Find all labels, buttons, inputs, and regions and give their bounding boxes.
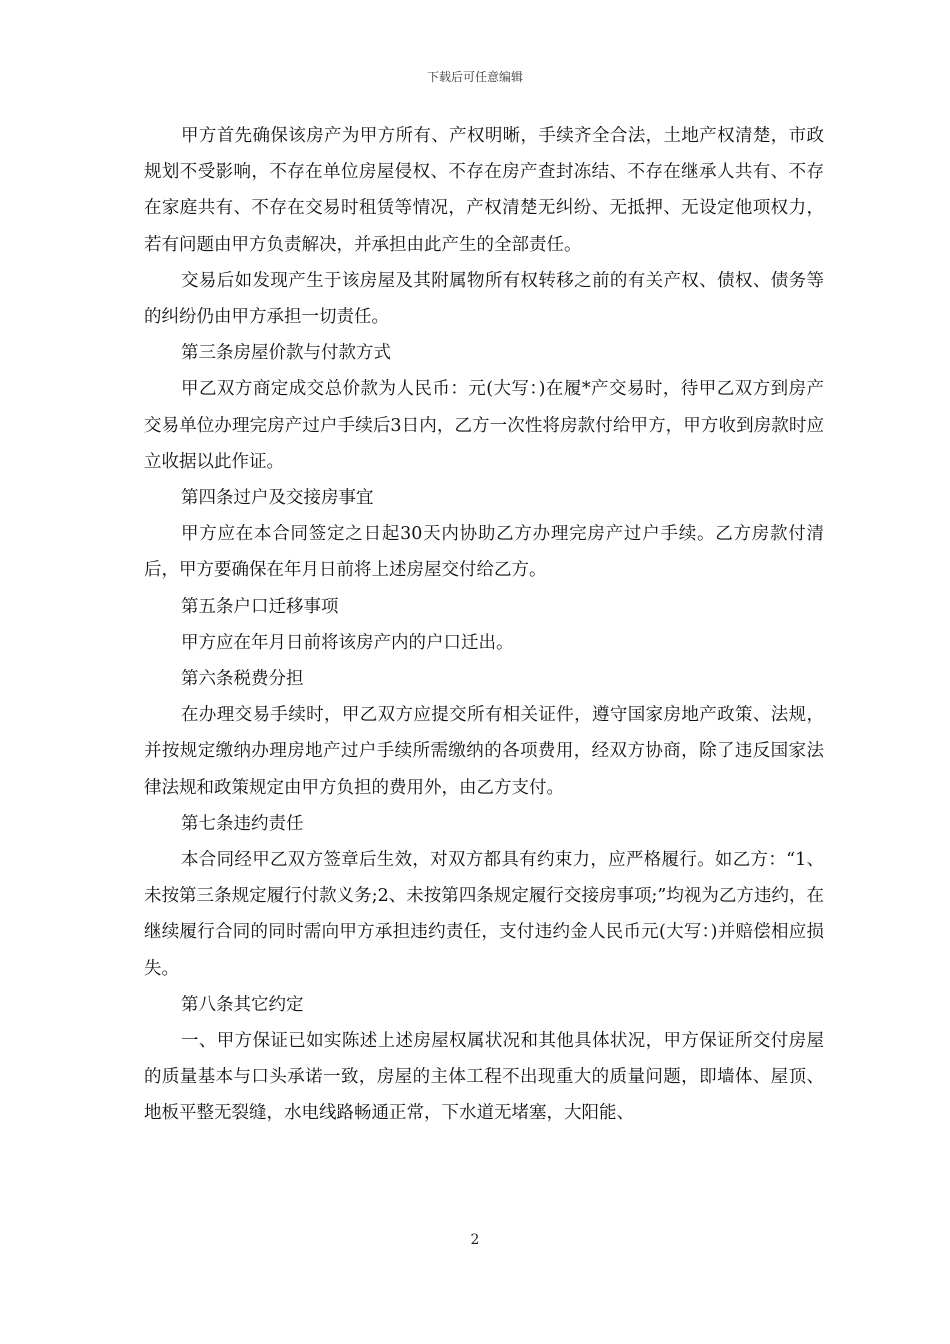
paragraph-other-terms: 一、甲方保证已如实陈述上述房屋权属状况和其他具体状况，甲方保证所交付房屋的质量基本与口头承诺一致，房屋的主体工程不出现重大的质量问题，即墙体、屋顶、地板平整无裂缝，水电线路畅通正常，下水道无堵塞，大阳能、 [144,1031,824,1124]
paragraph-price-payment: 甲乙双方商定成交总价款为人民币：元(大写：)在履*产交易时，待甲乙双方到房产交易单位办理完房产过户手续后3日内，乙方一次性将房款付给甲方，甲方收到房款时应立收据以此作证。 [144,379,824,472]
paragraph-breach: 本合同经甲乙双方签章后生效，对双方都具有约束力，应严格履行。如乙方：“1、未按第三条规定履行付款义务;2、未按第四条规定履行交接房事项;”均视为乙方违约，在继续履行合同的同时需向甲方承担违约责任，支付违约金人民币元(大写：)并赔偿相应损失。 [144,850,824,979]
section-heading-article-4: 第四条过户及交接房事宜 [181,488,374,509]
paragraph-taxes: 在办理交易手续时，甲乙双方应提交所有相关证件，遵守国家房地产政策、法规，并按规定缴纳办理房地产过户手续所需缴纳的各项费用，经双方协商，除了违反国家法律法规和政策规定由甲方负担的费用外，由乙方支付。 [144,705,824,798]
page-header: 下载后可任意编辑 [426,70,523,84]
section-heading-article-8: 第八条其它约定 [181,994,304,1015]
document-body [144,118,824,1132]
section-heading-article-5: 第五条户口迁移事项 [181,596,339,617]
paragraph-transfer: 甲方应在本合同签定之日起30天内协助乙方办理完房产过户手续。乙方房款付清后，甲方要确保在年月日前将上述房屋交付给乙方。 [144,524,824,581]
page-number: 2 [470,1232,480,1248]
section-heading-article-7: 第七条违约责任 [181,813,304,834]
paragraph-household-registration: 甲方应在年月日前将该房产内的户口迁出。 [181,632,514,653]
section-heading-article-3: 第三条房屋价款与付款方式 [181,343,391,364]
paragraph-liability: 交易后如发现产生于该房屋及其附属物所有权转移之前的有关产权、债权、债务等的纠纷仍由甲方承担一切责任。 [144,270,824,328]
section-heading-article-6: 第六条税费分担 [181,669,304,690]
paragraph-title-guarantee: 甲方首先确保该房产为甲方所有、产权明晰，手续齐全合法，土地产权清楚，市政规划不受影响，不存在单位房屋侵权、不存在房产查封冻结、不存在继承人共有、不存在家庭共有、不存在交易时租赁等情况，产权清楚无纠纷、无抵押、无设定他项权力，若有问题由甲方负责解决，并承担由此产生的全部责任。 [144,126,824,255]
